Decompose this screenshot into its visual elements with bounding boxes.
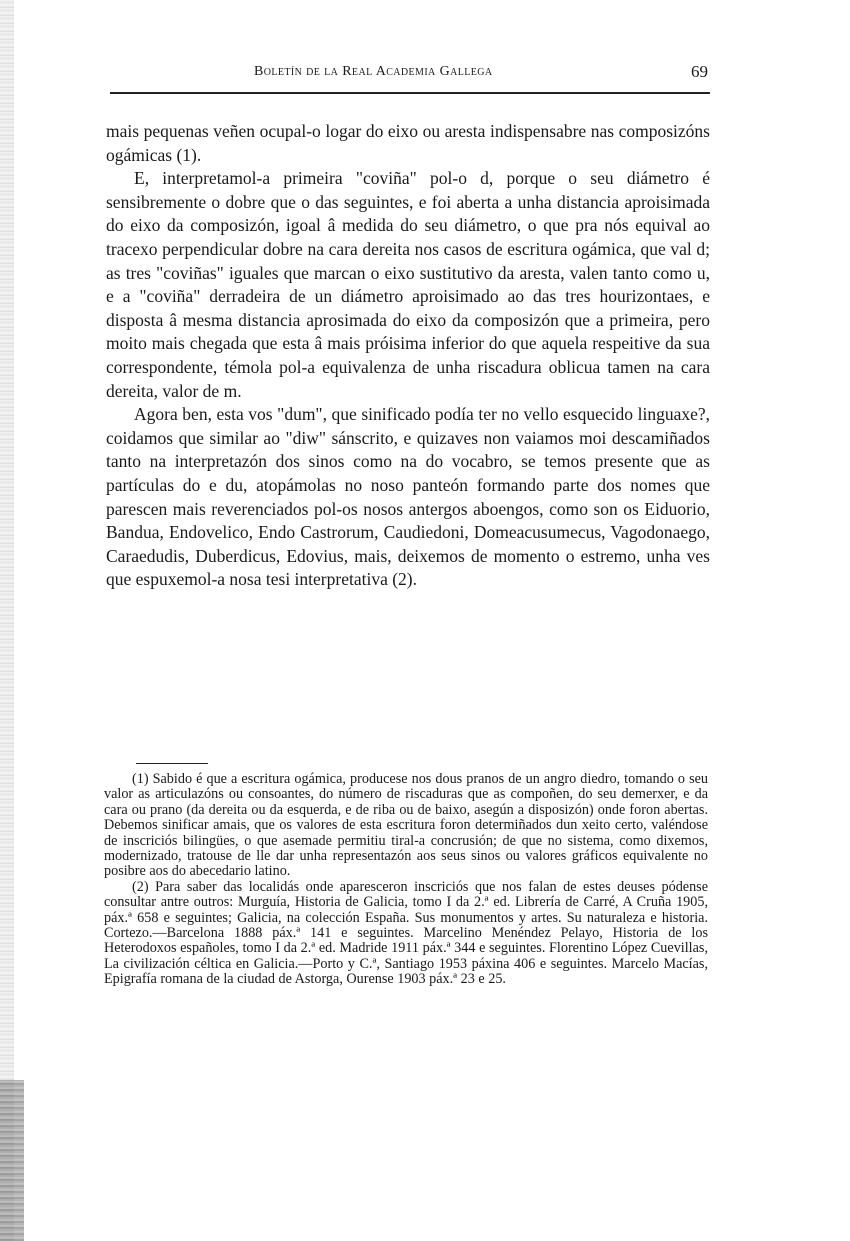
footnote-rule: [136, 763, 208, 764]
scan-edge-shadow: [0, 0, 14, 1241]
body-text: [106, 120, 710, 592]
page-number: 69: [691, 62, 708, 81]
header-rule: [110, 92, 710, 94]
body-paragraph-1: mais pequenas veñen ocupal-o logar do eixo ou aresta indispensabre nas composizóns ogámicas (1).: [106, 121, 710, 165]
scan-edge-dark: [0, 1080, 24, 1241]
footnotes: [104, 772, 708, 988]
running-header: [110, 62, 710, 88]
footnote-2: (2) Para saber das localidás onde aparesceron inscriciós que nos falan de estes deuses pódense consultar antre outros: Murguía, Historia de Galicia, tomo I da 2.ª ed. Librería de Carré, A Cruña 1905, páx.ª 658 e seguintes; Galicia, na colección España. Sus monumentos y artes. Su naturaleza e historia. Cortezo.—Barcelona 1888 páx.ª 141 e seguintes. Marcelino Menéndez Pelayo, Historia de los Heterodoxos españoles, tomo I da 2.ª ed. Madride 1911 páx.ª 344 e seguintes. Florentino López Cuevillas, La civilización céltica en Galicia.—Porto y C.ª, Santiago 1953 páxina 406 e seguintes. Marcelo Macías, Epigrafía romana de la ciudad de Astorga, Ourense 1903 páx.ª 23 e 25.: [104, 878, 708, 988]
body-paragraph-3: Agora ben, esta vos "dum", que sinificado podía ter no vello esquecido linguaxe?, coidamos que similar ao "diw" sánscrito, e quizaves non vaiamos moi descamiñados tanto na interpretazón dos sinos como na do vocabro, se temos presente que as partículas do e du, atopámolas no noso panteón formando parte dos nomes que parescen mais reverenciados pol-os nosos antergos aboengos, como son os Eiduorio, Bandua, Endovelico, Endo Castrorum, Caudiedoni, Domeacusumecus, Vagodonaego, Caraedudis, Duberdicus, Edovius, mais, deixemos de momento o estremo, unha ves que espuxemol-a nosa tesi interpretativa (2).: [106, 404, 710, 590]
body-paragraph-2: E, interpretamol-a primeira "coviña" pol-o d, porque o seu diámetro é sensibremente o dobre que o das seguintes, e foi aberta a unha distancia aproisimada do eixo da composizón, igoal â medida do seu diámetro, o que pra nós equival ao tracexo perpendicular dobre na cara dereita nos casos de escritura ogámica, que val d; as tres "coviñas" iguales que marcan o eixo sustitutivo da aresta, valen tanto como u, e a "coviña" derradeira de un diámetro aproisimado ao das tres hourizontaes, e disposta â mesma distancia aprosimada do eixo da composizón que a primeira, pero moito mais chegada que esta â mais próisima inferior do que aquela respeitive da sua correspondente, témola pol-a equivalenza de unha riscadura oblicua tamen na cara dereita, valor de m.: [106, 168, 710, 401]
footnote-1: (1) Sabido é que a escritura ogámica, producese nos dous pranos de un angro diedro, tomando o seu valor as articulazóns ou consoantes, do número de riscaduras que as compoñen, do seu demerxer, e da cara ou prano (da dereita ou da esquerda, e de riba ou de baixo, asegún a disposizón) onde foron abertas. Debemos sinificar amais, que os valores de esta escritura foron determiñados dun xeito certo, valéndose de inscriciós bilingües, o que asemade permitiu tiral-a concrusión; de que no sistema, como dixemos, modernizado, tratouse de lle dar unha representazón aos seus sinos ou valores gráficos equivalente no posibre aos do abecedario latino.: [104, 771, 708, 880]
journal-title: Boletín de la Real Academia Gallega: [254, 64, 493, 79]
